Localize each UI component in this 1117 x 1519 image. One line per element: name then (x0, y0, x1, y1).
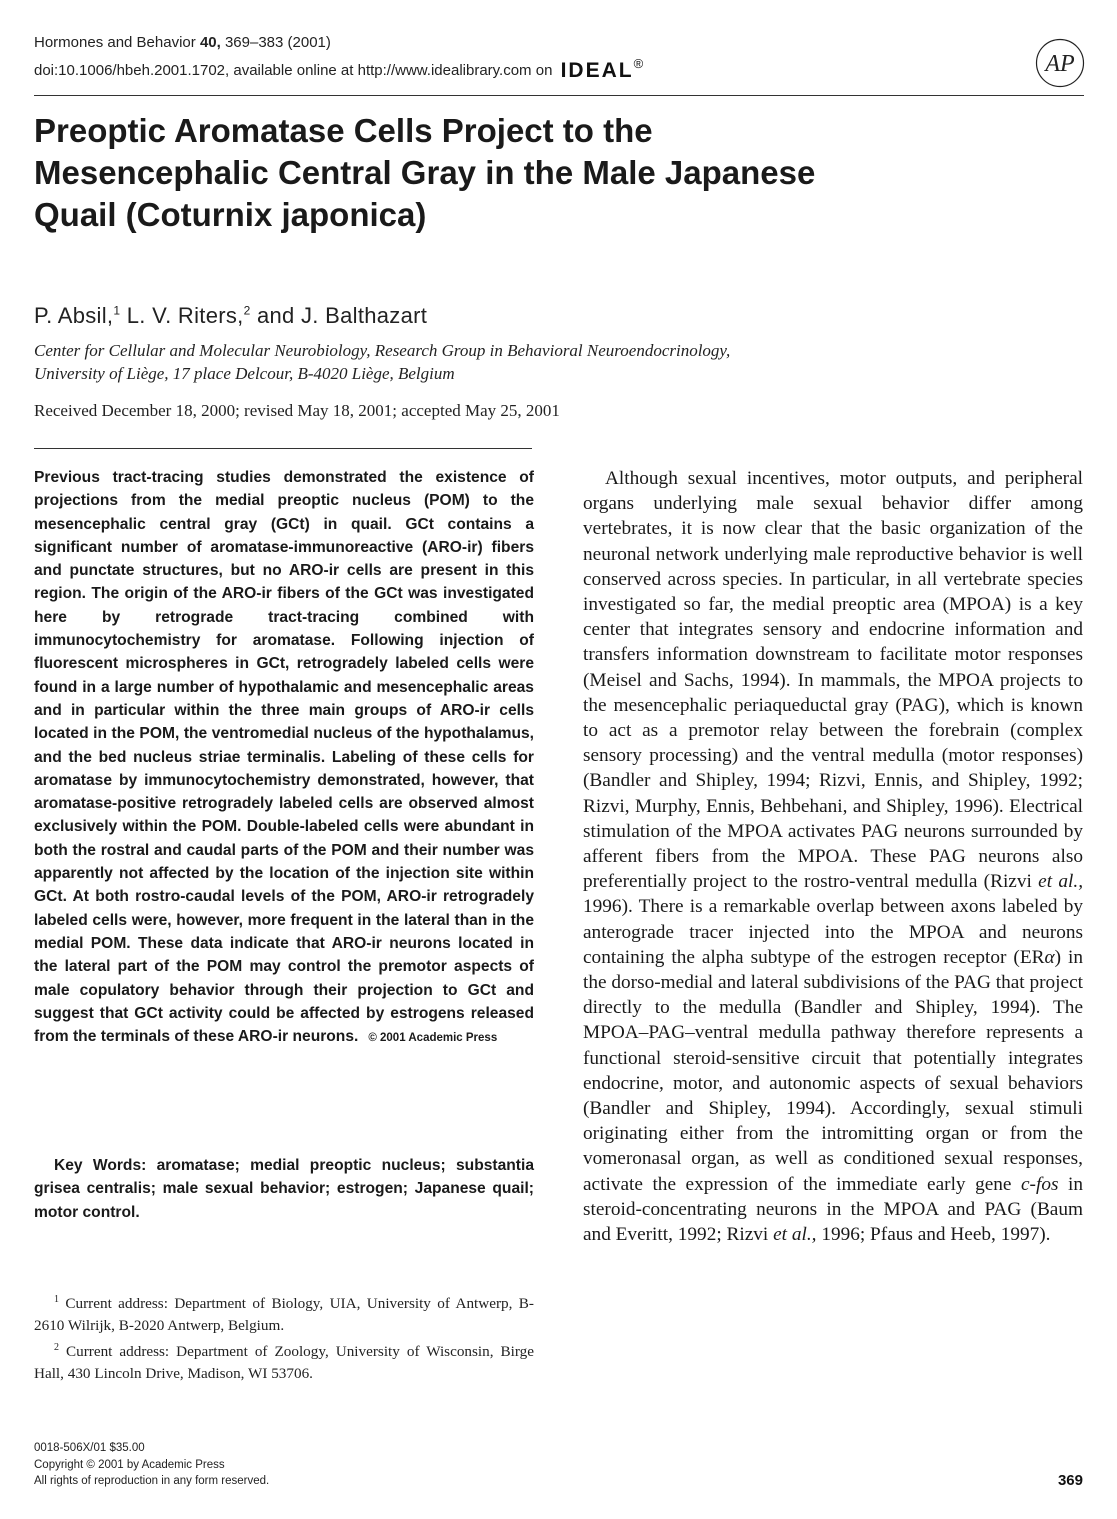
footnote-mark: 2 (54, 1342, 59, 1354)
keywords: Key Words: aromatase; medial preoptic nucleus; substantia grisea centralis; male sexual behavior; estrogen; Japanese quail; motor control. (34, 1157, 534, 1221)
author-name: and J. Balthazart (256, 303, 428, 328)
abstract-copyright: © 2001 Academic Press (368, 1032, 498, 1045)
body-text-segment: in steroid-concentrating neurons in the MPOA and PAG (Baum and Everitt, 1992; Rizvi (583, 1173, 1083, 1246)
journal-name: Hormones and Behavior (34, 34, 196, 51)
footnote-text: Current address: Department of Zoology, University of Wisconsin, Birge Hall, 430 Lincoln Drive, Madison, WI 53706. (34, 1343, 534, 1383)
author-name: P. Absil, (34, 303, 114, 328)
publication-history: Received December 18, 2000; revised May 18, 2001; accepted May 25, 2001 (34, 401, 560, 420)
publisher-logo-text: AP (1045, 51, 1075, 77)
page-number: 369 (1057, 1472, 1083, 1489)
abstract (34, 466, 534, 1050)
academic-press-logo-icon (1035, 38, 1085, 88)
imprint (34, 1440, 269, 1490)
footnotes (34, 1289, 534, 1385)
doi-text: doi:10.1006/hbeh.2001.1702, available online at http://www.idealibrary.com on (34, 62, 553, 79)
abstract-divider (34, 448, 532, 449)
author-footnote-mark: 1 (113, 303, 121, 318)
imprint-rights: All rights of reproduction in any form reserved. (34, 1475, 270, 1487)
ideal-logo-registered-mark: ® (633, 56, 644, 71)
header-divider (34, 95, 1084, 96)
journal-header (34, 32, 1084, 81)
footnote-mark: 1 (54, 1294, 59, 1305)
journal-pages: 369–383 (2001) (224, 34, 331, 51)
author-list (34, 303, 427, 329)
abstract-text: Previous tract-tracing studies demonstrated the existence of projections from the medial preoptic nucleus (POM) to the mesencephalic central gray (GCt) in quail. GCt contains a significant number of aromatase-immunoreactive (ARO-ir) fibers and punctate structures, but no ARO-ir cells are present in this region. The origin of the ARO-ir fibers of the GCt was investigated here by retrograde tract-tracing combined with immunocytochemistry for aromatase. Following injection of fluorescent microspheres in GCt, retrogradely labeled cells were found in a large number of hypothalamic and mesencephalic areas and in particular within the three main groups of ARO-ir cells located in the POM, the ventromedial nucleus of the hypothalamus, and the bed nucleus striae terminalis. Labeling of these cells for aromatase by immunocytochemistry demonstrated, however, that aromatase-positive retrogradely labeled cells are observed almost exclusively within the POM. Double-labeled cells were abundant in both the rostral and caudal parts of the POM and their number was apparently not affected by the location of the injection site within GCt. At both rostro-caudal levels of the POM, ARO-ir retrogradely labeled cells were, however, more frequent in the lateral than in the medial POM. These data indicate that ARO-ir neurons located in the lateral part of the POM may control the premotor aspects of male copulatory behavior through their projection to GCt and suggest that GCt activity could be affected by estrogens released from the terminals of these ARO-ir neurons. (34, 469, 534, 1046)
ideal-logo-text: IDEAL (560, 59, 634, 82)
body-text-segment: 1996). There is a remarkable overlap between axons labeled by anterograde tracer injected into the MPOA and neurons containing the alpha subtype of the estrogen receptor (ER (583, 896, 1083, 968)
imprint-issn: 0018-506X/01 $35.00 (34, 1442, 145, 1454)
body-italic-etal: et al., (1038, 871, 1084, 893)
paper-title: Preoptic Aromatase Cells Project to the Mesencephalic Central Gray in the Male Japanese Quail (Coturnix japonica) (34, 112, 816, 233)
body-text-segment: ) in the dorso-medial and lateral subdivisions of the PAG that project directly to the medulla (Bandler and Shipley, 1994). The MPOA–PAG–ventral medulla pathway therefore represents a functional steroid-sensitive circuit that potentially integrates endocrine, motor, and autonomic aspects of sexual behaviors (Bandler and Shipley, 1994). Accordingly, sexual stimuli originating either from the intromitting organ or from the vomeronasal organ, as well as conditioned sexual responses, activate the expression of the immediate early gene (583, 946, 1083, 1195)
body-italic-alpha: α (1044, 946, 1055, 968)
affiliation: Center for Cellular and Molecular Neurobiology, Research Group in Behavioral Neuroendocrinology, University of Liège, 17 place Delcour, B-4020 Liège, Belgium (34, 341, 731, 383)
journal-volume: 40, (199, 34, 221, 51)
body-paragraph (583, 466, 1083, 1247)
footnote-text: Current address: Department of Biology, UIA, University of Antwerp, B-2610 Wilrijk, B-2020 Antwerp, Belgium. (34, 1295, 534, 1335)
ideal-logo (560, 56, 644, 82)
body-text-segment: 1996; Pfaus and Heeb, 1997). (821, 1224, 1051, 1246)
author-name: L. V. Riters, (126, 303, 244, 328)
body-italic-etal: et al., (773, 1224, 817, 1246)
journal-citation (34, 32, 1084, 53)
footnote (34, 1337, 534, 1385)
imprint-copyright: Copyright © 2001 by Academic Press (34, 1458, 225, 1471)
doi-line (34, 53, 1084, 81)
footnote (34, 1289, 534, 1337)
body-italic-gene: c-fos (1021, 1173, 1059, 1195)
body-text-segment: Although sexual incentives, motor outputs, and peripheral organs underlying male sexual behavior differ among vertebrates, it is now clear that the basic organization of the neuronal network underlying male reproductive behavior is well conserved across species. In particular, in all vertebrate species investigated so far, the medial preoptic area (MPOA) is a key center that integrates sensory and endocrine information and transfers information downstream to facilitate motor responses (Meisel and Sachs, 1994). In mammals, the MPOA projects to the mesencephalic periaqueductal gray (PAG), which is known to act as a premotor relay between the forebrain (complex sensory processing) and the ventral medulla (motor responses) (Bandler and Shipley, 1994; Rizvi, Ennis, and Shipley, 1992; Rizvi, Murphy, Ennis, Behbehani, and Shipley, 1996). Electrical stimulation of the MPOA activates PAG neurons surrounded by afferent fibers from the MPOA. These PAG neurons also preferentially project to the rostro-ventral medulla (Rizvi (583, 468, 1083, 893)
author-footnote-mark: 2 (243, 303, 251, 318)
